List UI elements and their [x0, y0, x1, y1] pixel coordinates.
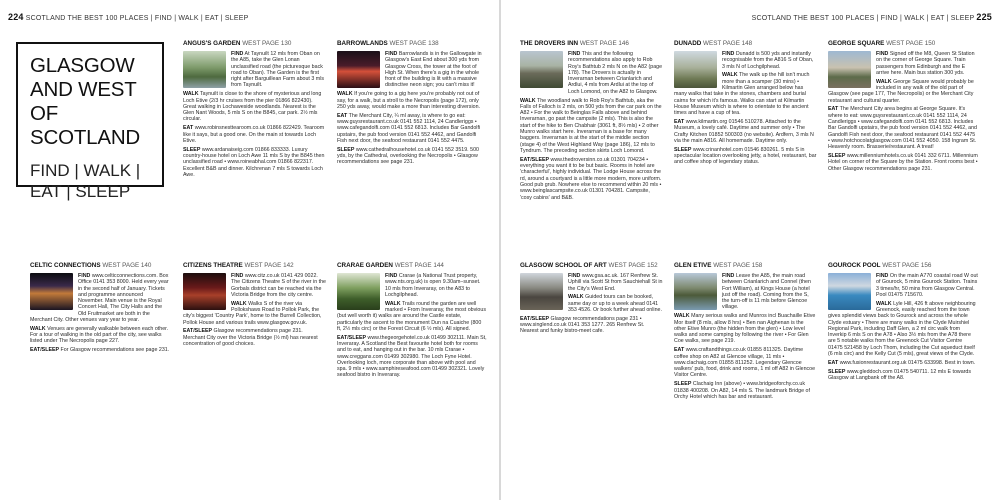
entry-heading	[674, 40, 817, 48]
place-entry	[183, 262, 326, 462]
paragraph-label: WALK	[674, 313, 690, 320]
paragraph-label: EAT/SLEEP	[520, 315, 550, 322]
entry-paragraph	[828, 369, 978, 382]
paragraph-label: EAT/SLEEP	[520, 156, 550, 163]
paragraph-label: FIND	[876, 273, 889, 279]
paragraph-text: www.crinanhotel.com 01546 830261. 5 mls S in spectacular location overlooking jetty, a hotel, restaurant, bar and coffee shop of legendary status.	[674, 146, 817, 166]
paragraph-text: The walk up the hill isn't much more than a scamper (30 mins) • Kilmartin Glen arranged below has many walks that take in the stones, chambers and burial cairns for which it's famous. Walks can start at Kilmartin House Museum which is where to orientate to the ancient times and have a cup of tea.	[674, 72, 810, 117]
paragraph-label: EAT	[674, 118, 685, 125]
paragraph-label: FIND	[876, 51, 889, 57]
paragraph-label: WALK	[722, 72, 738, 79]
paragraph-label: WALK	[385, 300, 401, 307]
entry-heading	[828, 40, 978, 48]
entry-heading	[828, 262, 978, 270]
left-running-head-text: SCOTLAND THE BEST 100 PLACES | FIND | WALK | EAT | SLEEP	[25, 15, 249, 22]
paragraph-label: SLEEP	[828, 152, 846, 159]
entry-region-page: WEST PAGE 148	[703, 40, 753, 47]
paragraph-label: EAT	[183, 125, 194, 132]
entry-heading	[183, 262, 326, 270]
paragraph-label: EAT/SLEEP	[30, 347, 60, 354]
paragraph-text: www.thegeorgehotel.co.uk 01499 302111. Main St, Inveraray. A Scotland the Best favourite hotel both for rooms and to eat, and hanging out in the bar. 10 mls Crarae • www.creggans.com 01499 302980. The Loch Fyne Hotel. Overlooking loch, more corporate than above with pool and spa. 9 mls • www.samphireseafood.com 01499 302321. Lovely seafood bistro in Inveraray.	[337, 334, 487, 379]
paragraph-label: EAT/SLEEP	[337, 334, 367, 341]
paragraph-label: FIND	[385, 273, 398, 279]
concert-stage-photo	[30, 273, 73, 310]
entry-name: CITIZENS THEATRE	[183, 262, 243, 269]
entry-paragraph	[337, 113, 487, 144]
paragraph-text: If you're going to a gig here you're probably not out of say, for a walk, but a stroll to the Necropolis (page 172), only 250 yds away, would make a more than interesting diversion.	[337, 91, 480, 110]
entry-name: GEORGE SQUARE	[828, 40, 885, 47]
place-entry	[520, 262, 663, 462]
paragraph-label: WALK	[231, 300, 247, 307]
entry-heading	[30, 262, 170, 270]
entry-paragraph	[520, 316, 663, 335]
paragraph-text: www.celticconnections.com. Box Office 0141 353 8000. Held every year in the second half of January. Tickets and programme announced November. Main venue is the Royal Concert Hall, The City Halls and the Old Fruitmarket are both in the Merchant City. Other venues vary year to year.	[30, 273, 169, 324]
entry-heading	[520, 262, 663, 270]
entry-region-page: WEST PAGE 144	[394, 262, 444, 269]
entry-paragraph	[674, 119, 817, 144]
entry-region-page: WEST PAGE 150	[886, 40, 936, 47]
entry-name: CELTIC CONNECTIONS	[30, 262, 101, 269]
place-entry	[337, 262, 487, 462]
entry-paragraph	[674, 347, 817, 378]
entry-paragraph	[183, 125, 326, 144]
paragraph-text: www.millenniumhotels.co.uk 0141 332 6711. Millennium Hotel on corner of the Square by the Station. Front rooms best • Other Glasgow recommendations page 231.	[828, 152, 978, 172]
place-entry	[674, 40, 817, 220]
entry-region-page: WEST PAGE 138	[389, 40, 439, 47]
entry-heading	[674, 262, 817, 270]
paragraph-label: SLEEP	[828, 368, 846, 375]
paragraph-label: WALK	[337, 91, 353, 98]
paragraph-label: FIND	[568, 273, 581, 279]
paragraph-label: FIND	[722, 273, 735, 279]
art-school-building-photo	[520, 273, 563, 310]
paragraph-text: www.kilmartin.org 01546 510278. Attached to the Museum, a lovely café. Daytime and summer only • The Crafty Kitchen 01852 500303 (no website). Ardfern, 3 mls N via the main A816. All homemade. Daytime only.	[674, 118, 814, 144]
paragraph-text: This and the following recommendations also apply to Rob Roy's Bathtub 2 mls N on the A82 (page 178). The Drovers is actually in Inverarnan between Crianlarich and Ardlui, 4 mls from Ardlui at the top of Loch Lomond, on the A82 to Glasgow.	[568, 51, 663, 95]
left-page-number: 224	[8, 12, 24, 22]
entry-heading	[183, 40, 326, 48]
entry-region-page: WEST PAGE 158	[713, 262, 763, 269]
entry-paragraph	[183, 91, 326, 122]
section-subtitle: FIND | WALK | EAT | SLEEP	[30, 161, 141, 201]
paragraph-text: www.citz.co.uk 0141 429 0022. The Citizens Theatre S of the river in the Gorbals district can be reached via the Victoria Bridge from the city centre.	[231, 273, 326, 298]
paragraph-text: George Square would probably be included in any walk of the old part of Glasgow (see page 177, The Necropolis) or the Merchant City restaurant and cultural quarter.	[828, 78, 974, 104]
paragraph-text: www.thedroversinn.co.uk 01301 704234 • everything you want it to be but basic. Rooms in hotel are 'characterful', highly individual. The Lodge House across the rd, around a courtyard is a little more modern, more uniform. Good pub grub. Nowhere else to recommend within 20 mls • www.beinglascampsite.co.uk 01301 704281. Campsite, 'cosy cabins' and B&B.	[520, 156, 662, 201]
entry-name: THE DROVERS INN	[520, 40, 579, 47]
paragraph-label: WALK	[876, 78, 892, 85]
entry-region-page: WEST PAGE 140	[102, 262, 152, 269]
left-running-header	[8, 12, 249, 22]
entry-paragraph	[828, 153, 978, 172]
entry-region-page: WEST PAGE 142	[244, 262, 294, 269]
entry-paragraph	[183, 147, 326, 178]
paragraph-label: SLEEP	[674, 381, 692, 388]
entry-paragraph	[183, 328, 326, 347]
entry-region-page: WEST PAGE 156	[882, 262, 932, 269]
paragraph-label: FIND	[385, 51, 398, 57]
paragraph-text: www.craftandthings.co.uk 01855 811325. Daytime coffee shop on A82 at Glencoe village, 11 mls • www.clachaig.com 01855 811252. Legendary Glencoe walkers' pub, food, drink and rooms, 1 ml off A82 in Glencoe Visitor Centre.	[674, 347, 816, 379]
paragraph-text: Dunadd is 500 yds and instantly recognisable from the A816 S of Oban, 3 mls N of Lochgilphead.	[722, 51, 814, 70]
paragraph-text: Taynuilt is close to the shore of mysterious and long Loch Etive (2/3 hr cruises from the pier 01866 822430). Great walking in Lochaweside woodlands. Nearest is the Glen Nant Woods, 5 mls S on the B845, car park. 2½ mls circular.	[183, 91, 322, 123]
place-entry	[828, 262, 978, 462]
paragraph-text: For Glasgow recommendations see page 231.	[60, 347, 170, 354]
paragraph-label: WALK	[568, 294, 584, 301]
paragraph-text: www.cathedralhousehotel.co.uk 0141 552 3519. 500 yds, by the Cathedral, overlooking the Necropolis • Glasgow recommendations see page 231.	[337, 146, 479, 166]
paragraph-text: Signed off the M8, Queen St Station on the corner of George Square. Train passengers from Edinburgh and the E arrive here. Main bus station 300 yds.	[876, 51, 975, 76]
paragraph-text: Many serious walks and Munros incl Buachaille Etive Mor itself (8 mls, allow 8 hrs) • Ben nan Aighenan is the other Etive Munro (the hidden from the glen) • Low level walks and some camping by following the river • For Glen Coe walks, see page 219.	[674, 313, 816, 345]
paragraph-text: On the main A770 coastal road W out of Gourock, 5 mins Gourock Station. Trains 3 times/hr, 50 mins from Glasgow Central. Pool 01475 715670.	[876, 273, 978, 298]
entry-paragraph	[828, 106, 978, 150]
right-running-header	[752, 12, 992, 22]
entry-paragraph	[337, 91, 487, 110]
entry-paragraph	[674, 313, 817, 344]
entry-paragraph	[828, 360, 978, 366]
paragraph-label: EAT	[674, 347, 685, 354]
place-entry	[520, 40, 663, 220]
paragraph-text: Glasgow recommendations page 231. Merchant City over the Victoria Bridge (½ ml) has nearest concentration of good choices.	[183, 328, 318, 347]
ballroom-neon-photo	[337, 51, 380, 88]
entry-paragraph	[337, 335, 487, 379]
paragraph-text: The Merchant City area begins at George Square. It's where to eat: www.guysrestaurant.co.uk 0141 552 1114, 24 Candleriggs • www.cafegandolfi.com 0141 552 6813. Includes Bar Gandolfi upstairs, the pub food version 0141 552 4462, and Gandolfi Fish next door, the seafood restaurant 0141 552 4475 • www.hotchocolatglasgow.com 0141 552 4050. 158 Ingram St. Heavenly room. Brasserie/restaurant. A treat!	[828, 106, 978, 151]
paragraph-label: FIND	[722, 51, 735, 57]
paragraph-label: EAT/SLEEP	[183, 328, 213, 335]
entry-paragraph	[520, 157, 663, 201]
paragraph-text: Clachaig Inn (above) • www.bridgeoforchy.co.uk 01838 400208. On A82, 14 mls S. The landmark Bridge of Orchy Hotel which has bar and restaurant.	[674, 381, 810, 400]
paragraph-text: Leave the A85, the main road between Crianlarich and Connel (then Fort William), at Kings House (a hotel just off the road). Coming from the S, the turn-off is 11 mls before Glencoe village.	[722, 273, 811, 311]
outdoor-pool-photo	[828, 273, 871, 310]
paragraph-text: www.ardanaiseig.com 01866 833333. Luxury country-house hotel on Loch Awe 11 mls S by the B845 then unclassified road • www.roineabhal.com 01866 822317. Excellent B&B and dinner. Kilchrenan 7 mls S towards Loch Awe.	[183, 146, 325, 178]
entry-paragraph	[674, 147, 817, 166]
paragraph-text: www.robinsnesttearoom.co.uk 01866 822429. Tearoom like it says, but a good one. On the main st towards Loch Etive.	[183, 125, 325, 144]
paragraph-label: SLEEP	[674, 146, 692, 153]
place-entry	[674, 262, 817, 462]
entry-heading	[337, 40, 487, 48]
entry-region-page: WEST PAGE 152	[608, 262, 658, 269]
paragraph-label: EAT	[828, 106, 839, 113]
theatre-auditorium-photo	[183, 273, 226, 310]
right-running-head-text: SCOTLAND THE BEST 100 PLACES | FIND | WALK | EAT | SLEEP	[751, 15, 975, 22]
entry-paragraph	[30, 326, 170, 345]
entry-name: GLASGOW SCHOOL OF ART	[520, 262, 607, 269]
paragraph-text: Walks S of the river via Pollokshaws Road to Pollok Park, the city's biggest 'Country Park', home to the Burrell Collection, Pollok House and various trails www.glasgow.gov.uk.	[183, 300, 322, 326]
paragraph-text: www.gsa.ac.uk. 167 Renfrew St. Uphill via Scott St from Sauchiehall St in the City's West End.	[568, 273, 663, 292]
paragraph-text: Venues are generally walkable between each other. For a tour of walking in the old part of the city, see walks listed under The Necropolis page 227.	[30, 325, 169, 345]
place-entry	[183, 40, 326, 220]
paragraph-text: www.fusionrestaurant.org.uk 01475 633998. Best in town.	[839, 359, 976, 366]
right-page-number: 225	[976, 12, 992, 22]
paragraph-text: Glasgow recommendations page 231 • www.singlend.co.uk 0141 353 1277. 265 Renfrew St. Nearest and funky bistro-meet cafe.	[520, 315, 645, 335]
paragraph-label: WALK	[183, 91, 199, 98]
paragraph-text: www.gleddoch.com 01475 540711. 12 mls E towards Glasgow at Langbank off the A8.	[828, 368, 972, 381]
entry-paragraph	[674, 381, 817, 400]
paragraph-label: FIND	[231, 273, 244, 279]
city-square-photo	[828, 51, 871, 88]
paragraph-label: WALK	[876, 300, 892, 307]
entry-paragraph	[30, 347, 170, 353]
mountain-glen-photo	[674, 273, 717, 310]
section-title: GLASGOW AND WEST OF SCOTLAND	[30, 54, 141, 149]
entry-name: DUNADD	[674, 40, 702, 47]
entry-name: CRARAE GARDEN	[337, 262, 393, 269]
paragraph-label: FIND	[231, 51, 244, 57]
paragraph-text: Guided tours can be booked, same day or up to a week ahead 0141 353 4526. Or book further ahead online.	[568, 294, 662, 313]
garden-pond-photo	[183, 51, 226, 88]
paragraph-label: FIND	[78, 273, 91, 279]
paragraph-label: EAT	[828, 359, 839, 366]
place-entry	[30, 262, 170, 462]
entry-name: ANGUS'S GARDEN	[183, 40, 241, 47]
woodland-garden-photo	[337, 273, 380, 310]
entry-heading	[337, 262, 487, 270]
place-entry	[828, 40, 978, 220]
paragraph-label: WALK	[30, 325, 46, 332]
paragraph-text: At Taynuilt 12 mls from Oban on the A85, take the Glen Lonan unclassified road (the picturesque back road to Oban). The Garden is the first right after Barguillean Farm about 3 mls from Taynuilt.	[231, 51, 325, 89]
page-gutter	[499, 0, 501, 500]
section-title-block	[16, 42, 164, 201]
entry-name: GLEN ETIVE	[674, 262, 712, 269]
rocky-hill-photo	[674, 51, 717, 88]
place-entry	[337, 40, 487, 220]
paragraph-label: WALK	[520, 97, 536, 104]
paragraph-label: FIND	[568, 51, 581, 57]
paragraph-label: SLEEP	[337, 146, 355, 153]
inn-exterior-photo	[520, 51, 563, 88]
paragraph-label: SLEEP	[183, 146, 201, 153]
paragraph-text: Trails round the garden are well marked • From Inveraray, the most obvious (but well worth it) walks are around the Castle estate, particularly the ascent to the monument Dun na Cuaiche (800 ft, 2½ mls circ) or the Forest Circuit (6 ½ mls). All signed.	[337, 300, 486, 332]
entry-name: BARROWLANDS	[337, 40, 388, 47]
entry-region-page: WEST PAGE 146	[579, 40, 629, 47]
paragraph-text: Barrowlands is in the Gallowgate in Glasgow's East End about 300 yds from Glasgow Cross, the tower at the foot of High St. When there's a gig in the whole front of the building is lit with a massive distinctive neon sign; you can't miss it!	[385, 51, 482, 89]
paragraph-label: EAT	[337, 112, 348, 119]
paragraph-text: Lyle Hill, 426 ft above neighbouring Greenock, easily reached from the town gives splendid views back to Gourock and across the whole Clyde estuary • There are many walks in the Clyde Muirshiel Regional Park, including Daff Glen, a 2 ml circ walk from Inverkip 6 mls S on the A78 • Also 3½ mls from the A78 there are 5 notable walks from the Greenock Cut Visitor Centre 01475 521458 by Loch Thom, including the Cut aqueduct itself (6 mls circ) and the Kelly Cut (5 mls), great views of the Clyde.	[828, 300, 976, 358]
paragraph-text: Crarae (a National Trust property, www.nts.org.uk) is open 9.30am–sunset. 10 mls from Inveraray, on the A83 to Lochgilphead.	[385, 273, 481, 298]
entry-heading	[520, 40, 663, 48]
entry-region-page: WEST PAGE 130	[242, 40, 292, 47]
entry-name: GOUROCK POOL	[828, 262, 881, 269]
paragraph-text: The Merchant City, ¼ ml away, is where to go eat: www.guysrestaurant.co.uk 0141 552 1114, 24 Candleriggs • www.cafegandolfi.com 0141 552 6813. Includes Bar Gandolfi upstairs, the pub food version 0141 552 4462, and Gandolfi Fish next door, the seafood restaurant 0141 552 4475.	[337, 112, 481, 144]
entry-paragraph	[337, 147, 487, 166]
entry-paragraph	[520, 98, 663, 155]
paragraph-text: The woodland walk to Rob Roy's Bathtub, aka the Falls of Falloch is 2 mls, on 500 yds from the car park on the A82 • For the walk to Beinglas Falls above and behind Inverarnan, go past the campsite (2 mls). This is also the start of the hike to Ben Chabhair (3061 ft, 8½ mls) • 2 other Munro walks start here. Inverarnan is a base for many baggers. Inverarnan is at the start of the middle section (stage 4) of the West Highland Way (page 186), 12 mls to Tyndrum. The preceding section skirts Loch Lomond.	[520, 97, 662, 154]
